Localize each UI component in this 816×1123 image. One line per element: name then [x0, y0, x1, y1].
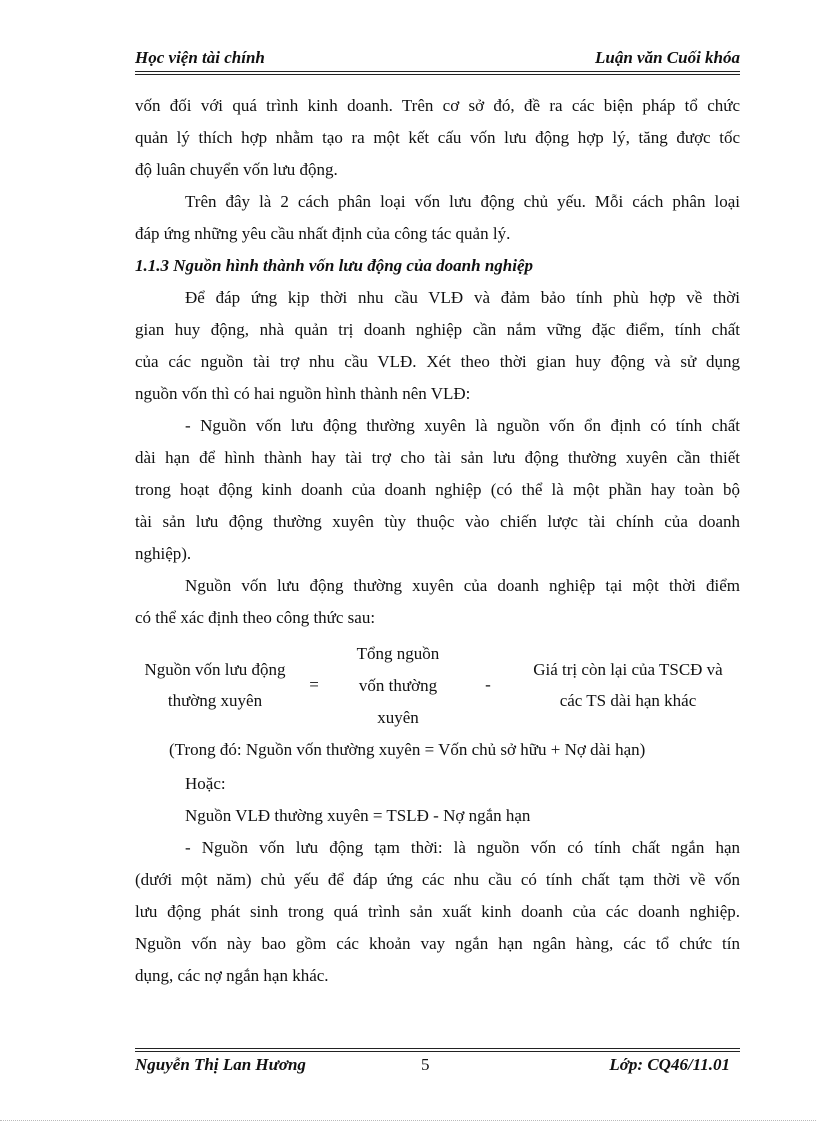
text-line: Hoặc:	[185, 774, 226, 793]
text-line: gian huy động, nhà quản trị doanh nghiệp cần nắm vững đặc điểm, tính chất	[135, 320, 740, 339]
text-line: nguồn vốn thì có hai nguồn hình thành nên VLĐ:	[135, 384, 471, 403]
header-rule-2	[135, 74, 740, 75]
formula-mid-line1: Tổng nguồn	[356, 644, 440, 663]
page-number: 5	[421, 1055, 430, 1074]
text-line: trong hoạt động kinh doanh của doanh nghiệp (có thể là một phần hay toàn bộ	[135, 480, 740, 499]
text-line: có thể xác định theo công thức sau:	[135, 608, 376, 627]
formula-note: (Trong đó: Nguồn vốn thường xuyên = Vốn chủ sở hữu + Nợ dài hạn)	[169, 740, 646, 759]
header-doc-type: Luận văn Cuối khóa	[594, 48, 740, 67]
text-line: Để đáp ứng kịp thời nhu cầu VLĐ và đảm bảo tính phù hợp về thời	[185, 288, 740, 307]
text-line: Nguồn vốn này bao gồm các khoản vay ngắn hạn ngân hàng, các tổ chức tín	[135, 934, 740, 953]
text-line: nghiệp).	[135, 544, 192, 563]
header-rule	[135, 71, 740, 72]
text-line: Nguồn vốn lưu động thường xuyên của doanh nghiệp tại một thời điểm	[185, 576, 740, 595]
formula-mid-line3: xuyên	[377, 708, 419, 727]
text-line: quản lý thích hợp nhằm tạo ra một kết cấu vốn lưu động hợp lý, tăng được tốc	[135, 128, 740, 147]
text-line: Trên đây là 2 cách phân loại vốn lưu động chủ yếu. Mỗi cách phân loại	[185, 192, 740, 211]
page-header	[135, 48, 740, 72]
formula-lhs-line1: Nguồn vốn lưu động	[144, 660, 286, 679]
footer-author: Nguyễn Thị Lan Hương	[135, 1055, 306, 1074]
formula-rhs-line1: Giá trị còn lại của TSCĐ và	[533, 660, 723, 679]
formula-alternative: Nguồn VLĐ thường xuyên = TSLĐ - Nợ ngắn hạn	[185, 806, 531, 825]
formula-lhs-line2: thường xuyên	[167, 691, 263, 710]
text-line: - Nguồn vốn lưu động thường xuyên là nguồn vốn ổn định có tính chất	[185, 416, 740, 435]
text-line: - Nguồn vốn lưu động tạm thời: là nguồn vốn có tính chất ngắn hạn	[185, 838, 740, 857]
formula-equals: =	[309, 675, 319, 694]
header-institution: Học viện tài chính	[135, 48, 265, 67]
text-line: vốn đối với quá trình kinh doanh. Trên cơ sở đó, đề ra các biện pháp tổ chức	[135, 96, 740, 115]
text-line: (dưới một năm) chủ yếu để đáp ứng các nhu cầu có tính chất tạm thời về vốn	[135, 870, 740, 889]
section-heading: 1.1.3 Nguồn hình thành vốn lưu động của doanh nghiệp	[135, 256, 534, 275]
footer-rule-2	[135, 1051, 740, 1052]
formula-rhs-line2: các TS dài hạn khác	[559, 691, 697, 710]
text-line: đáp ứng những yêu cầu nhất định của công tác quản lý.	[135, 224, 511, 243]
formula-minus: -	[485, 675, 491, 694]
text-line: dụng, các nợ ngắn hạn khác.	[135, 966, 329, 985]
text-line: lưu động phát sinh trong quá trình sản xuất kinh doanh của các doanh nghiệp.	[135, 902, 740, 921]
text-line: độ luân chuyển vốn lưu động.	[135, 160, 338, 179]
text-line: của các nguồn tài trợ nhu cầu VLĐ. Xét theo thời gian huy động và sử dụng	[135, 352, 740, 371]
text-line: tài sản lưu động thường xuyên tùy thuộc vào chiến lược tài chính của doanh	[135, 512, 740, 531]
footer-rule	[135, 1048, 740, 1049]
page-footer	[135, 1055, 740, 1079]
page-edge-divider	[0, 1120, 816, 1121]
text-line: dài hạn để hình thành hay tài trợ cho tài sản lưu động thường xuyên cần thiết	[135, 448, 740, 467]
formula-mid-line2: vốn thường	[358, 676, 438, 695]
footer-class: Lớp: CQ46/11.01	[609, 1055, 730, 1074]
